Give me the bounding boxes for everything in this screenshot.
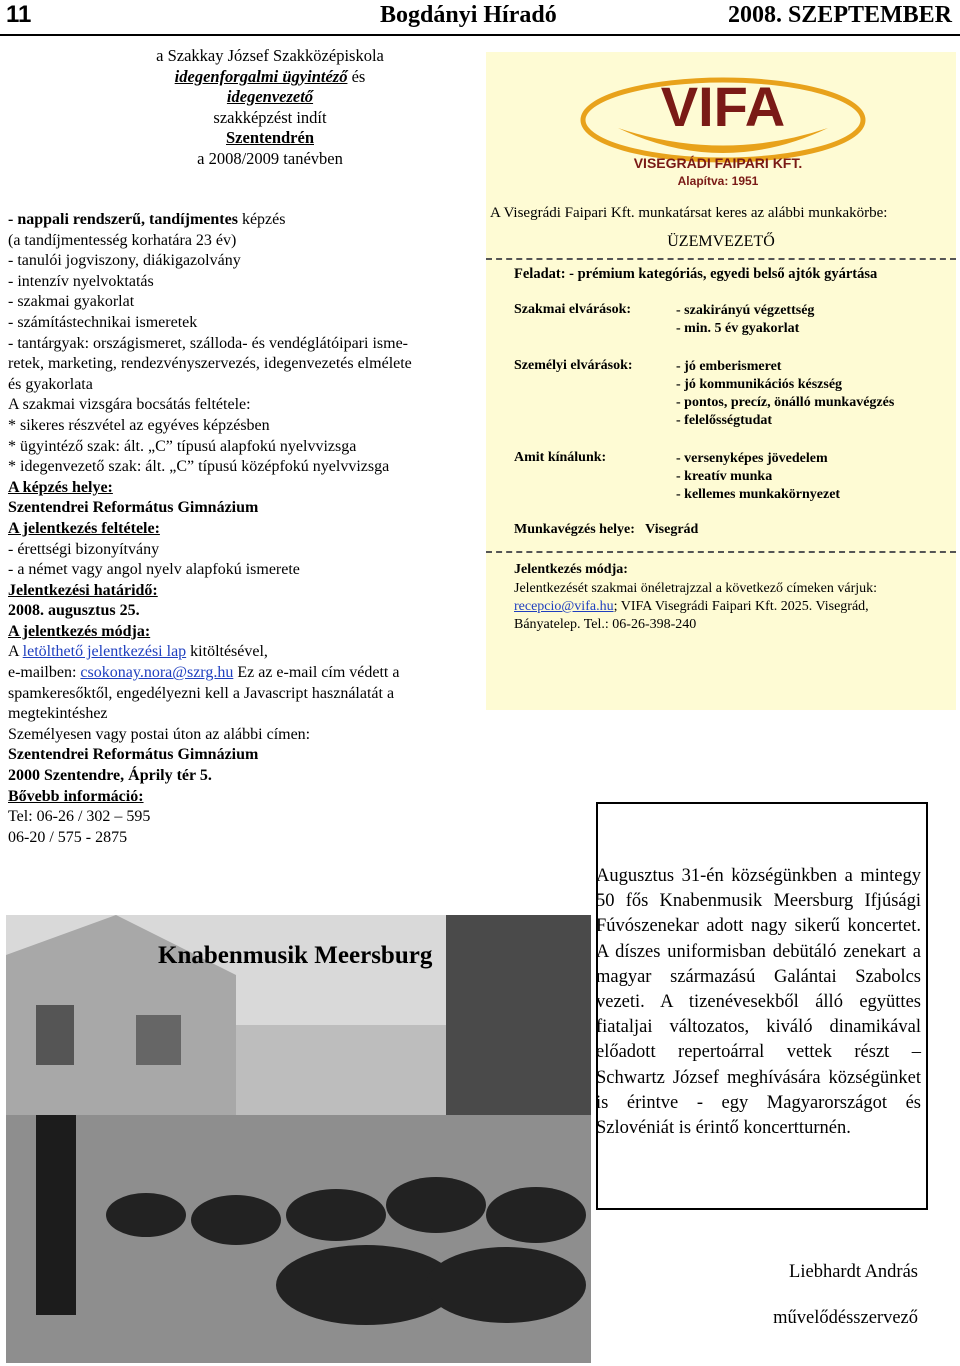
offer-item: - kreatív munka [676,469,773,484]
photo-tree [446,915,591,1145]
author-role: művelődésszervező [773,1308,918,1328]
detail-text: A [8,643,23,661]
detail-line: * idegenvezető szak: ált. „C” típusú középfokú nyelvvizsga [8,458,390,476]
section-heading: Bővebb információ: [8,787,144,805]
req-item: - felelősségtudat [676,413,773,428]
pers-list [676,358,894,430]
apply-line [514,598,954,616]
article-title: Knabenmusik Meersburg [158,942,433,969]
detail-line: * ügyintéző szak: ált. „C” típusú alapfokú nyelvvizsga [8,437,357,455]
intro-city: Szentendrén [226,128,314,147]
prof-list [676,302,814,338]
req-item: - jó emberismeret [676,359,782,374]
detail-line: - szakmai gyakorlat [8,293,135,311]
course-details [8,210,464,848]
prof-label: Szakmai elvárások: [514,302,632,317]
newspaper-title: Bogdányi Híradó [380,2,557,28]
vifa-job-ad [486,52,956,710]
intro-text: és [347,66,366,86]
detail-line: - a német vagy angol nyelv alapfokú ismerete [8,561,300,579]
logo-subtitle: VISEGRÁDI FAIPARI KFT. [633,155,803,171]
detail-line: - tantárgyak: országismeret, szálloda- és vendéglátóipari isme- [8,334,408,352]
ad-position: ÜZEMVEZETŐ [667,233,775,250]
detail-line: - számítástechnikai ismeretek [8,313,198,331]
vifa-email-link[interactable]: recepcio@vifa.hu [514,599,614,614]
req-item: - jó kommunikációs készség [676,377,843,392]
divider [486,551,956,553]
apply-text-part: ; VIFA Visegrádi Faipari Kft. 2025. Visegrád, [613,599,869,614]
band-photo [6,915,591,1363]
divider [486,258,956,260]
detail-line [8,210,464,231]
article-body: Augusztus 31-én községünkben a mintegy 50 fős Knabenmusik Meersburg Ifjúsági Fúvószenekar adott nagy sikerű koncertet. A díszes uniformisban debütáló zenekart a magyar származású Galántai Szabolcs vezeti. A tizenévesekből álló együttes fiataljai változatos, kiváló dinamikával előadott repertoárral vettek részt – Schwartz József meghívására községünket is érintve - egy Magyarországot és Szlovéniát is érintő koncertturnén. [596,866,921,1139]
detail-line: - érettségi bizonyítvány [8,540,160,558]
photo-conductor [36,1115,76,1315]
section-heading: A képzés helye: [8,478,113,496]
detail-line: A szakmai vizsgára bocsátás feltétele: [8,396,251,414]
work-place: Munkavégzés helye: Visegrád [514,522,699,537]
detail-text: képzés [237,211,286,228]
issue-date: 2008. SZEPTEMBER [727,2,952,28]
intro-line: a Szakkay József Szakközépiskola [156,46,384,65]
detail-bold: - nappali rendszerű, tandíjmentes [8,211,238,228]
detail-text: kitöltésével, [186,643,268,661]
logo-founded: Alapítva: 1951 [677,174,759,188]
email-link[interactable]: csokonay.nora@szrg.hu [80,664,234,682]
detail-line: megtekintéshez [8,705,108,723]
school-name: Szentendrei Református Gimnázium [8,746,259,764]
school-name: Szentendrei Református Gimnázium [8,499,259,517]
detail-line: retek, marketing, rendezvényszervezés, idegenvezetés elmélete [8,355,412,373]
section-heading: Jelentkezési határidő: [8,581,158,599]
phone: Tel: 06-26 / 302 – 595 [8,808,151,826]
detail-text: Ez az e-mail cím védett a [233,664,400,682]
deadline: 2008. augusztus 25. [8,602,140,620]
intro-line: a 2008/2009 tanévben [197,148,343,168]
page-number: 11 [6,1,32,28]
intro-line: szakképzést indít [213,107,327,127]
detail-line: - tanulói jogviszony, diákigazolvány [8,252,241,270]
vifa-logo [578,58,868,196]
phone: 06-20 / 575 - 2875 [8,828,128,846]
apply-text [514,580,954,634]
detail-line [8,663,464,684]
page-header [0,0,960,36]
req-item: - pontos, precíz, önálló munkavégzés [676,395,895,410]
detail-line: * sikeres részvétel az egyéves képzésben [8,416,270,434]
detail-text: e-mailben: [8,664,81,682]
course-name: idegenvezető [226,87,314,106]
course-name: idegenforgalmi ügyintéző [174,66,348,86]
offer-list [676,450,840,504]
detail-line: (a tandíjmentesség korhatára 23 év) [8,231,237,249]
detail-line: - intenzív nyelvoktatás [8,272,154,290]
photo-window [36,1005,74,1065]
offer-item: - versenyképes jövedelem [676,451,828,466]
req-item: - szakirányú végzettség [676,303,815,318]
offer-label: Amit kínálunk: [514,450,607,465]
school-address: 2000 Szentendre, Áprily tér 5. [8,767,212,785]
pers-label: Személyi elvárások: [514,358,633,373]
logo-text: VIFA [660,75,786,138]
apply-heading: Jelentkezés módja: [514,562,628,577]
apply-line: Bányatelep. Tel.: 06-26-398-240 [514,617,697,632]
detail-line: és gyakorlata [8,375,93,393]
application-form-link[interactable]: letölthető jelentkezési lap [22,643,187,661]
author-name: Liebhardt András [789,1262,918,1282]
intro-line [110,67,430,88]
detail-line: spamkeresőktől, engedélyezni kell a Javascript használatát a [8,684,395,702]
offer-item: - kellemes munkakörnyezet [676,487,841,502]
ad-intro: A Visegrádi Faipari Kft. munkatársat keres az alábbi munkakörbe: [490,205,888,221]
ad-task: Feladat: - prémium kategóriás, egyedi belső ajtók gyártása [514,266,878,282]
detail-line [8,642,464,663]
school-intro [110,46,430,169]
apply-line: Jelentkezését szakmai önéletrajzzal a következő címeken várjuk: [514,581,878,596]
photo-ground [6,1115,591,1363]
detail-line: Személyesen vagy postai úton az alábbi címen: [8,725,311,743]
photo-window [136,1015,181,1065]
req-item: - min. 5 év gyakorlat [676,321,800,336]
section-heading: A jelentkezés feltétele: [8,519,160,537]
section-heading: A jelentkezés módja: [8,622,151,640]
